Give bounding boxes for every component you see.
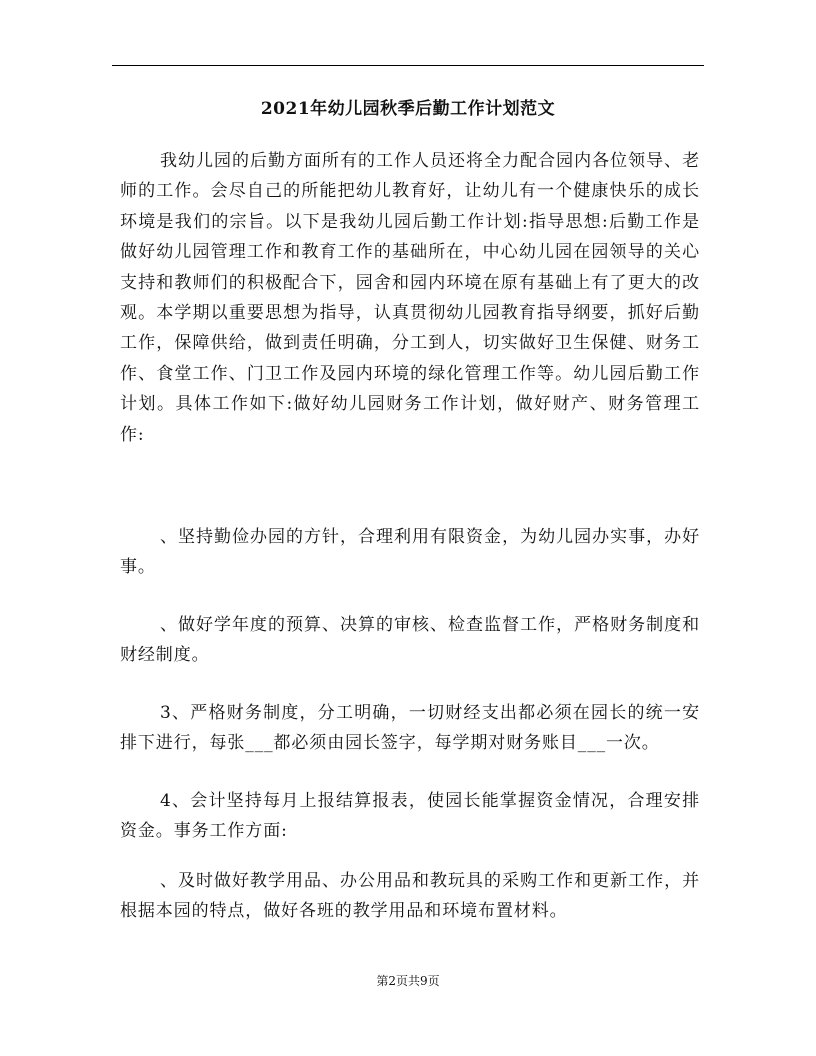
document-title: 2021年幼儿园秋季后勤工作计划范文 [260, 99, 556, 119]
paragraph-item-budget: 、做好学年度的预算、决算的审核、检查监督工作，严格财务制度和财经制度。 [120, 615, 700, 666]
paragraph-item-4: 4、会计坚持每月上报结算报表，使园长能掌握资金情况，合理安排资金。事务工作方面: [120, 791, 700, 842]
paragraph-intro: 我幼儿园的后勤方面所有的工作人员还将全力配合园内各位领导、老师的工作。会尽自己的所能把幼儿教育好，让幼儿有一个健康快乐的成长环境是我们的宗旨。以下是我幼儿园后勤工作计划:指导思想:后勤工作是做好幼儿园管理工作和教育工作的基础所在，中心幼儿园在园领导的关心支持和教师们的积极配合下，园舍和园内环境在原有基础上有了更大的改观。本学期以重要思想为指导，认真贯彻幼儿园教育指导纲要，抓好后勤工作，保障供给，做到责任明确，分工到人，切实做好卫生保健、财务工作、食堂工作、门卫工作及园内环境的绿化管理工作等。幼儿园后勤工作计划。具体工作如下:做好幼儿园财务工作计划，做好财产、财务管理工作: [120, 151, 700, 445]
paragraph-item-purchasing: 、及时做好教学用品、办公用品和教玩具的采购工作和更新工作，并根据本园的特点，做好各班的教学用品和环境布置材料。 [120, 871, 700, 922]
paragraph-item-3: 3、严格财务制度，分工明确，一切财经支出都必须在园长的统一安排下进行，每张___都必须由园长签字，每学期对财务账目___一次。 [120, 703, 700, 754]
paragraph-item-thrift: 、坚持勤俭办园的方针，合理利用有限资金，为幼儿园办实事，办好事。 [120, 527, 700, 578]
header-rule [112, 65, 704, 66]
page-number-footer: 第2页共9页 [376, 974, 440, 988]
